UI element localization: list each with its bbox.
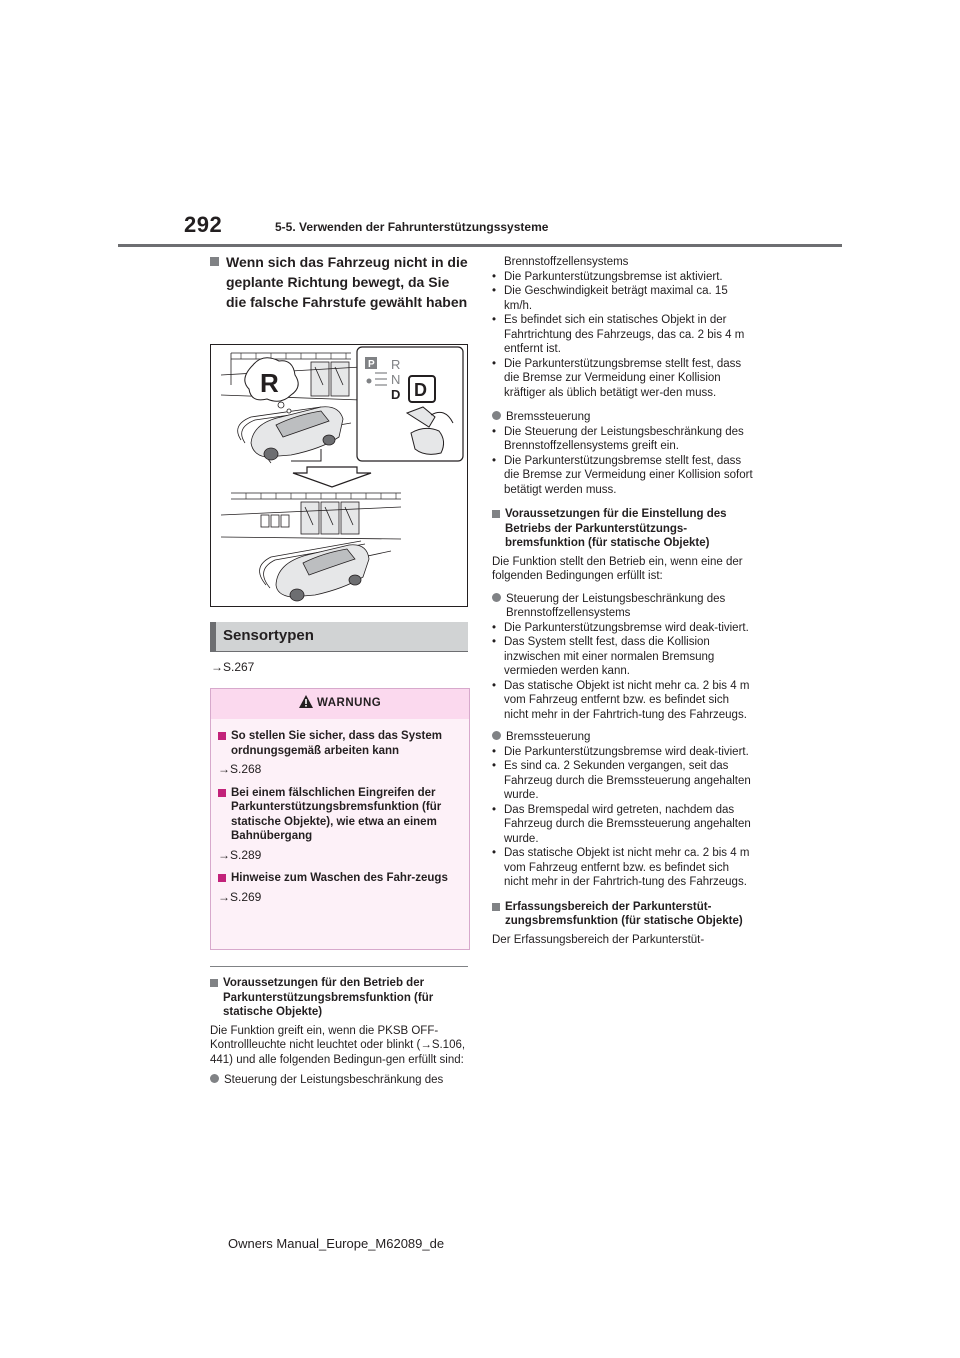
illustration-wrong-gear: [210, 344, 468, 607]
list-item: • Die Steuerung der Leistungsbeschränkung des Brennstoffzellensystems greift ein.: [492, 425, 744, 452]
parking-illustration: [211, 345, 467, 606]
brake-control-title: Bremssteuerung: [492, 410, 754, 425]
square-bullet-icon: [210, 257, 219, 266]
list-item: • Das System stellt fest, dass die Kollision inzwischen mit einer normalen Bremsung vermieden werden kann.: [492, 636, 715, 677]
right-column: [492, 255, 754, 947]
sensor-rule: [210, 651, 468, 652]
operating-conditions-text: Die Funktion greift ein, wenn die PKSB OFF-Kontrollleuchte nicht leuchtet oder blinkt (→S.106, 441) und alle folgenden Bedingun-gen erfüllt sind:: [210, 1024, 466, 1066]
round-bullet-icon: [492, 731, 501, 740]
square-bullet-icon: [492, 510, 500, 518]
power-control-title: Steuerung der Leistungsbeschränkung des Brennstoffzellensystems: [492, 592, 754, 621]
warning-box: [210, 688, 470, 950]
list-item: • Es befindet sich ein statisches Objekt in der Fahrtrichtung des Fahrzeugs, das ca. 2 bis 4 m entfernt ist.: [492, 314, 745, 355]
list-item: • Die Parkunterstützungsbremse wird deak-tiviert.: [492, 745, 749, 758]
box-letter-d: D: [414, 380, 427, 400]
warning-item-heading: Hinweise zum Waschen des Fahr-zeugs: [218, 871, 462, 886]
list-item: Steuerung der Leistungsbeschränkung des: [210, 1073, 468, 1088]
list-item: • Die Parkunterstützungsbremse wird deak-tiviert.: [492, 621, 749, 634]
list-item: • Das Bremspedal wird getreten, nachdem das Fahrzeug durch die Bremssteuerung angehalten wurde.: [492, 803, 751, 845]
list-item: • Die Parkunterstützungsbremse stellt fest, dass die Bremse zur Vermeidung einer Kollision kräftiger als üblich betätigt wer-den muss.: [492, 357, 742, 399]
sensor-heading: Sensortypen: [223, 627, 314, 644]
round-bullet-icon: [492, 593, 501, 602]
warning-ref-link[interactable]: →S.269: [218, 889, 262, 904]
list-item: • Das statische Objekt ist nicht mehr ca. 2 bis 4 m vom Fahrzeug entfernt bzw. es befindet sich nicht mehr in der Fahrtrich-tung des Fahrzeugs.: [492, 847, 750, 888]
gear-p-label: P: [368, 359, 375, 370]
list-item: • Die Parkunterstützungsbremse ist aktiviert.: [492, 270, 723, 283]
gear-n-label: N: [391, 372, 401, 387]
list-item: • Das statische Objekt ist nicht mehr ca. 2 bis 4 m vom Fahrzeug entfernt bzw. es befindet sich nicht mehr in der Fahrtrich-tung des Fahrzeugs.: [492, 679, 750, 721]
warning-ref-link[interactable]: →S.268: [218, 762, 262, 776]
cancel-conditions-text: Die Funktion stellt den Betrieb ein, wenn eine der folgenden Bedingungen erfüllt ist:: [492, 555, 743, 582]
warning-triangle-icon: [298, 694, 314, 709]
square-bullet-icon: [218, 789, 226, 797]
warning-item-heading: Bei einem fälschlichen Eingreifen der Parkunterstützungsbremsfunktion (für statische Objekte), wie etwa an einem Bahnübergang: [218, 786, 462, 844]
cancel-conditions-heading: Voraussetzungen für die Einstellung des Betriebs der Parkunterstützungs-bremsfunktion (für statische Objekte): [492, 507, 754, 551]
continued-line: Brennstoffzellensystems: [504, 256, 629, 268]
operating-conditions-section: [210, 970, 468, 1088]
footer-text: Owners Manual_Europe_M62089_de: [228, 1236, 445, 1251]
section-divider: [210, 966, 468, 967]
header-rule: [118, 244, 842, 247]
list-item: • Die Parkunterstützungsbremse stellt fest, dass die Bremse zur Vermeidung einer Kollision sofort betätigt werden muss.: [492, 454, 753, 496]
brake-control-title: Bremssteuerung: [492, 730, 754, 745]
detection-range-heading: Erfassungsbereich der Parkunterstüt-zungsbremsfunktion (für statische Objekte): [492, 900, 754, 929]
bubble-letter: R: [260, 368, 279, 398]
round-bullet-icon: [210, 1074, 219, 1083]
section-title: 5-5. Verwenden der Fahrunterstützungssysteme: [275, 220, 549, 234]
heading-wrong-gear: [210, 252, 468, 312]
square-bullet-icon: [210, 979, 218, 987]
gear-r-label: R: [391, 357, 401, 372]
warning-header: [211, 689, 469, 719]
sensor-heading-box: [210, 622, 468, 652]
warning-ref-link[interactable]: →S.289: [218, 847, 262, 862]
heading-text: Wenn sich das Fahrzeug nicht in die geplante Richtung bewegt, da Sie die falsche Fahrstufe gewählt haben: [226, 254, 468, 310]
page-number: 292: [184, 212, 223, 237]
square-bullet-icon: [218, 732, 226, 740]
sensor-ref-link[interactable]: →S.267: [211, 660, 255, 674]
list-item: • Es sind ca. 2 Sekunden vergangen, seit das Fahrzeug durch die Bremssteuerung angehalten wurde.: [492, 760, 751, 801]
heading-bar: [210, 622, 216, 652]
round-bullet-icon: [492, 411, 501, 420]
warning-title: WARNUNG: [317, 697, 382, 709]
gear-d-label: D: [391, 387, 401, 402]
square-bullet-icon: [492, 903, 500, 911]
list-item: • Die Geschwindigkeit beträgt maximal ca. 15 km/h.: [492, 285, 728, 312]
detection-range-text: Der Erfassungsbereich der Parkunterstüt-: [492, 933, 705, 946]
warning-item-heading: So stellen Sie sicher, dass das System ordnungsgemäß arbeiten kann: [218, 729, 462, 758]
warning-content: [218, 720, 462, 904]
square-bullet-icon: [218, 874, 226, 882]
operating-conditions-heading: Voraussetzungen für den Betrieb der Parkunterstützungsbremsfunktion (für statische Objekte): [210, 976, 468, 1020]
